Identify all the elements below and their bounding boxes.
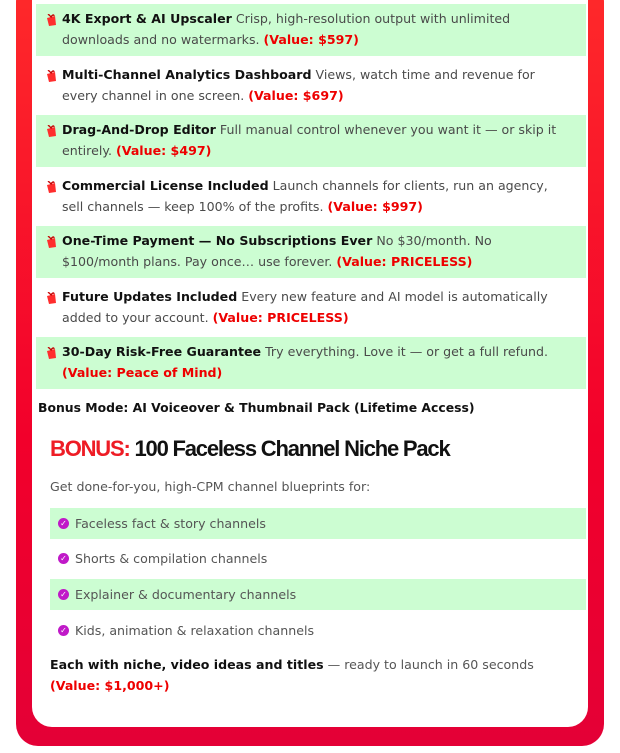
gift-icon [46,180,57,201]
bonus-intro: Get done-for-you, high-CPM channel blueprints for: [50,479,371,494]
list-item [50,615,586,646]
feature-row [36,226,586,278]
feature-value: (Value: PRICELESS) [336,253,473,269]
feature-desc: Try everything. Love it — or get a full refund. [265,344,549,359]
feature-row [36,337,586,389]
bonus-footer [50,654,550,696]
gift-icon [46,291,57,312]
feature-row [36,115,586,167]
check-circle-icon: ✓ [58,589,69,600]
gift-icon [46,13,57,34]
check-circle-icon: ✓ [58,553,69,564]
feature-value: (Value: $997) [327,198,423,214]
list-item-label: Explainer & documentary channels [75,587,297,602]
feature-value: (Value: $497) [116,142,212,158]
feature-value: (Value: Peace of Mind) [62,364,223,380]
bonus-label: BONUS: [50,436,130,461]
list-item [50,579,586,610]
bonus-title [50,436,450,462]
feature-desc: No $30/month. No $100/month plans. Pay once… use forever. [62,233,492,269]
footer-bold: Each with niche, video ideas and titles [50,657,324,672]
bonus-name: 100 Faceless Channel Niche Pack [134,436,450,461]
gift-icon [46,346,57,367]
feature-value: (Value: $597) [263,31,359,47]
list-item [50,543,586,574]
feature-title: Drag-And-Drop Editor [62,122,216,137]
bonus-mode-heading: Bonus Mode: AI Voiceover & Thumbnail Pack (Lifetime Access) [38,400,475,415]
gift-icon [46,124,57,145]
feature-desc: Crisp, high-resolution output with unlimited downloads and no watermarks. [62,11,511,47]
footer-text: — ready to launch in 60 seconds [327,657,534,672]
list-item-label: Faceless fact & story channels [75,516,266,531]
feature-value: (Value: PRICELESS) [212,309,349,325]
list-item [50,508,586,539]
list-item-label: Shorts & compilation channels [75,551,268,566]
feature-value: (Value: $697) [248,87,344,103]
check-circle-icon: ✓ [58,625,69,636]
feature-desc: Launch channels for clients, run an agency, sell channels — keep 100% of the profits. [62,178,548,214]
feature-title: Multi-Channel Analytics Dashboard [62,67,312,82]
feature-row [36,4,586,56]
feature-desc: Views, watch time and revenue for every channel in one screen. [62,67,535,103]
feature-title: 4K Export & AI Upscaler [62,11,232,26]
feature-row [36,282,586,334]
feature-desc: Full manual control whenever you want it — or skip it entirely. [62,122,557,158]
feature-title: 30-Day Risk-Free Guarantee [62,344,262,359]
feature-desc: Every new feature and AI model is automatically added to your account. [62,289,548,325]
check-circle-icon: ✓ [58,518,69,529]
gift-icon [46,69,57,90]
list-item-label: Kids, animation & relaxation channels [75,623,315,638]
feature-title: Future Updates Included [62,289,238,304]
gift-icon [46,235,57,256]
feature-title: Commercial License Included [62,178,269,193]
feature-row [36,171,586,223]
feature-row [36,60,586,112]
feature-title: One-Time Payment — No Subscriptions Ever [62,233,373,248]
footer-value: (Value: $1,000+) [50,678,170,693]
